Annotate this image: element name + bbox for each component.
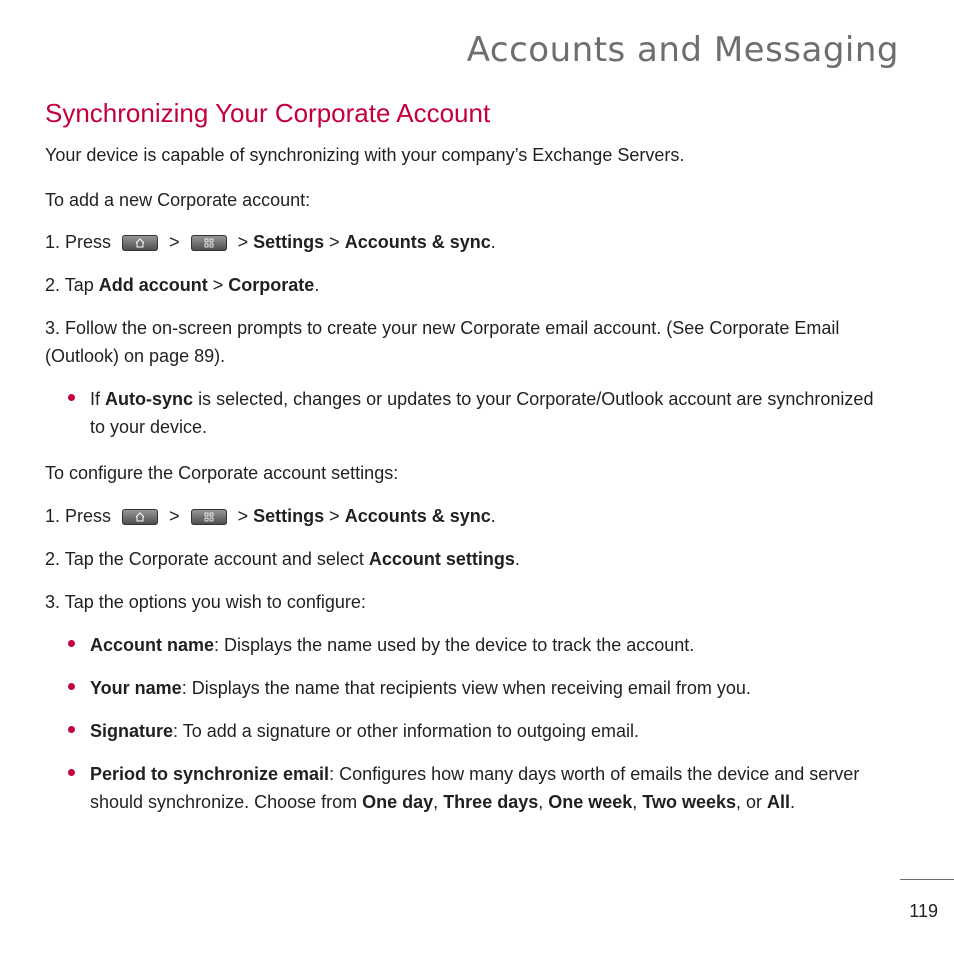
separator: > [237, 232, 249, 252]
step-text: 2. Tap the Corporate account and select [45, 549, 364, 569]
page-header-title: Accounts and Messaging [466, 30, 899, 70]
bullet-icon [68, 769, 75, 776]
accounts-sync-label: Accounts & sync [344, 232, 491, 252]
period: . [514, 549, 520, 569]
separator: > [169, 506, 180, 526]
page-number: 119 [909, 901, 938, 921]
separator: > [212, 275, 224, 295]
comma: , [538, 792, 549, 812]
account-name-bullet [90, 631, 694, 659]
configure-step-1 [45, 502, 496, 530]
your-name-bullet [90, 674, 751, 702]
period-bullet [90, 760, 890, 816]
home-key-icon [122, 509, 158, 525]
bullet-text: If [90, 389, 101, 409]
separator: > [329, 232, 340, 252]
step-text: 1. Press [45, 506, 112, 526]
option-label: Account name [90, 635, 215, 655]
settings-label: Settings [253, 506, 325, 526]
corporate-label: Corporate [228, 275, 315, 295]
bullet-icon [68, 394, 75, 401]
bullet-icon [68, 683, 75, 690]
home-key-icon [122, 235, 158, 251]
separator: > [169, 232, 180, 252]
option-one-week: One week [548, 792, 633, 812]
option-text: : To add a signature or other information to outgoing email. [173, 721, 639, 741]
menu-key-icon [191, 509, 227, 525]
signature-bullet [90, 717, 639, 745]
option-all: All [767, 792, 791, 812]
or-text: , or [736, 792, 768, 812]
step-text: 2. Tap [45, 275, 94, 295]
option-label: Signature [90, 721, 174, 741]
period: . [490, 232, 496, 252]
bullet-icon [68, 726, 75, 733]
add-step-1 [45, 228, 496, 256]
intro-text: Your device is capable of synchronizing with your company’s Exchange Servers. [45, 145, 685, 165]
period: . [490, 506, 496, 526]
settings-label: Settings [253, 232, 325, 252]
option-three-days: Three days [443, 792, 539, 812]
menu-key-icon [191, 235, 227, 251]
option-label: Your name [90, 678, 182, 698]
option-two-weeks: Two weeks [642, 792, 737, 812]
bullet-icon [68, 640, 75, 647]
footer-rule [900, 879, 954, 880]
autosync-bullet [90, 385, 890, 441]
period: . [790, 792, 796, 812]
accounts-sync-label: Accounts & sync [344, 506, 491, 526]
comma: , [433, 792, 444, 812]
add-step-2 [45, 271, 319, 299]
add-account-label: Add account [98, 275, 208, 295]
comma: , [632, 792, 643, 812]
option-label: Period to synchronize email [90, 764, 330, 784]
separator: > [237, 506, 249, 526]
section-title: Synchronizing Your Corporate Account [45, 98, 491, 128]
option-text: : Configures how many days worth of emails the device and server should synchronize. Choose from [90, 764, 860, 812]
add-account-heading: To add a new Corporate account: [45, 190, 311, 210]
configure-step-3: 3. Tap the options you wish to configure: [45, 592, 366, 612]
option-text: : Displays the name that recipients view when receiving email from you. [181, 678, 751, 698]
account-settings-label: Account settings [368, 549, 515, 569]
autosync-label: Auto-sync [105, 389, 194, 409]
separator: > [329, 506, 340, 526]
option-text: : Displays the name used by the device to track the account. [214, 635, 695, 655]
period: . [314, 275, 320, 295]
bullet-text: is selected, changes or updates to your Corporate/Outlook account are synchronized to your device. [90, 389, 874, 437]
option-one-day: One day [362, 792, 434, 812]
add-step-3: 3. Follow the on-screen prompts to create your new Corporate email account. (See Corporate Email (Outlook) on page 89). [45, 318, 840, 366]
step-text: 1. Press [45, 232, 112, 252]
configure-step-2 [45, 545, 520, 573]
configure-heading: To configure the Corporate account settings: [45, 463, 399, 483]
